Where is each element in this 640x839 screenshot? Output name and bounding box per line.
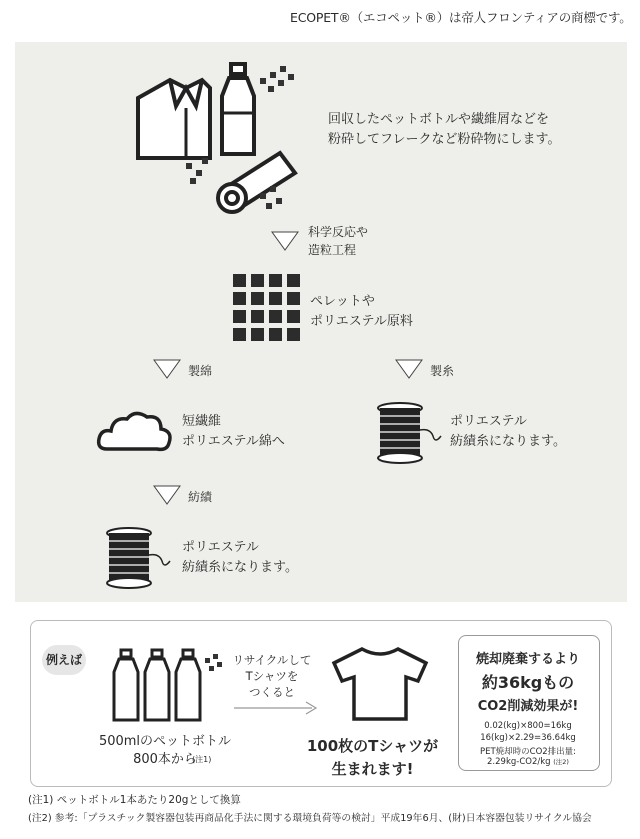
recycled-materials-icon	[130, 58, 300, 218]
trademark-notice: ECOPET®（エコペット®）は帝人フロンティアの商標です。	[290, 10, 632, 25]
bottle-icon	[222, 64, 254, 154]
arrow-down-icon	[394, 358, 424, 380]
tshirt-icon	[330, 645, 430, 723]
arrow-down-icon	[152, 484, 182, 506]
bottles-note-mark: (注1)	[192, 755, 212, 764]
result-line2: 約36kgもの	[481, 673, 575, 692]
branch-left-label: 製綿	[188, 364, 213, 378]
result-calc3: PET焼却時のCO2排出量:	[479, 747, 577, 757]
result-line1: 焼却廃棄するより	[475, 652, 580, 667]
spun-text: ポリエステル 紡績糸になります。	[182, 540, 298, 575]
pellets-icon	[233, 274, 300, 341]
footnote-1: (注1) ペットボトル1本あたり20gとして換算	[28, 794, 241, 806]
arrow-down-icon	[270, 230, 300, 252]
yarn-spool-icon	[104, 525, 174, 591]
cotton-text: 短繊維 ポリエステル綿へ	[182, 414, 285, 449]
bottles-caption: 500mlのペットボトル 800本から	[98, 734, 232, 767]
footnote-2: (注2) 参考:「プラスチック製容器包装再商品化手法に関する環境負荷等の検討」平成19年6月、(財)日本容器包装リサイクル協会	[28, 813, 592, 824]
result-line3: CO2削減効果が!	[477, 699, 579, 714]
yarn-spool-icon	[375, 400, 445, 466]
pellet-text: ペレットや ポリエステル原料	[310, 294, 413, 329]
result-calc4-value: 2.29kg-CO2/kg	[487, 757, 551, 767]
arrow-text: リサイクルして Tシャツを つくると	[232, 653, 312, 699]
result-calc4-mark: (注2)	[553, 758, 569, 766]
example-badge: 例えば	[42, 645, 86, 675]
intro-text: 回収したペットボトルや繊維屑などを 粉砕してフレークなど粉砕物にします。	[328, 112, 561, 147]
result-calc1: 0.02(kg)×800=16kg	[484, 721, 572, 731]
shirt-icon	[138, 80, 210, 158]
step1-label: 科学反応や 造粒工程	[308, 225, 369, 257]
spin-label: 紡績	[188, 490, 213, 504]
arrow-down-icon	[152, 358, 182, 380]
shirt-caption: 100枚のTシャツが 生まれます!	[306, 737, 439, 778]
result-calc4	[458, 757, 598, 767]
yarn-text: ポリエステル 紡績糸になります。	[450, 414, 566, 449]
bottles-icon	[108, 648, 223, 724]
arrow-right-icon	[232, 700, 320, 716]
fabric-roll-icon	[218, 153, 295, 212]
branch-right-label: 製糸	[430, 364, 455, 378]
cotton-cloud-icon	[95, 405, 175, 457]
result-calc2: 16(kg)×2.29=36.64kg	[480, 733, 576, 743]
